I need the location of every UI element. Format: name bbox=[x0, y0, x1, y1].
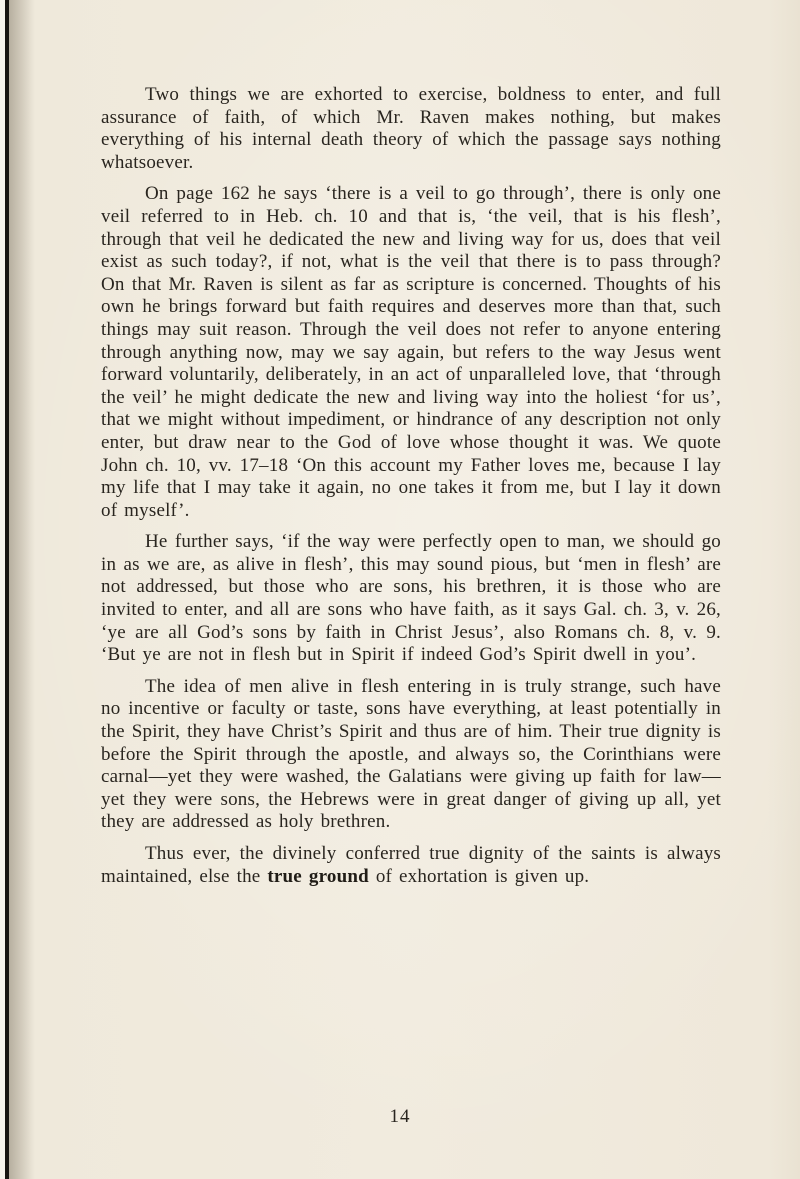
paragraph-5-text-before: Thus ever, the divinely conferred true dignity of the saints is always maintained, else the bbox=[101, 843, 721, 887]
page-number: 14 bbox=[389, 1106, 411, 1127]
binding-shadow bbox=[9, 0, 35, 1179]
paragraph-5-text-after: of exhortation is given up. bbox=[368, 865, 590, 887]
page-text bbox=[101, 84, 721, 897]
paragraph-4: The idea of men alive in flesh entering in is truly strange, such have no incentive or faculty or taste, sons have everything, at least potentially in the Spirit, they have Christ’s Spirit and thus are of him. Their true dignity is before the Spirit through the apostle, and always so, the Corinthians were carnal—yet they were washed, the Galatians were giving up faith for law—yet they were sons, the Hebrews were in great danger of giving up all, yet they are addressed as holy brethren. bbox=[101, 675, 721, 833]
bold-phrase-true-ground: true ground bbox=[267, 865, 369, 887]
paragraph-1: Two things we are exhorted to exercise, boldness to enter, and full assurance of faith, of which Mr. Raven makes nothing, but makes everything of his internal death theory of which the passage says nothing whatsoever. bbox=[101, 84, 721, 173]
paragraph-5 bbox=[101, 843, 721, 888]
paragraph-3: He further says, ‘if the way were perfectly open to man, we should go in as we are, as alive in flesh’, this may sound pious, but ‘men in flesh’ are not addressed, but those who are sons, his brethren, it is those who are invited to enter, and all are sons who have faith, as it says Gal. ch. 3, v. 26, ‘ye are all God’s sons by faith in Christ Jesus’, also Romans ch. 8, v. 9. ‘But ye are not in flesh but in Spirit if indeed God’s Spirit dwell in you’. bbox=[101, 531, 721, 666]
paragraph-2: On page 162 he says ‘there is a veil to go through’, there is only one veil referred to in Heb. ch. 10 and that is, ‘the veil, that is his flesh’, through that veil he dedicated the new and living way for us, does that veil exist as such today?, if not, what is the veil that there is to pass through? On that Mr. Raven is silent as far as scripture is concerned. Thoughts of his own he brings forward but faith requires and deserves more than that, such things may suit reason. Through the veil does not refer to anyone entering through anything now, may we say again, but refers to the way Jesus went forward voluntarily, deliberately, in an act of unparalleled love, that ‘through the veil’ he might dedicate the new and living way into the holiest ‘for us’, that we might without impediment, or hindrance of any description not only enter, but draw near to the God of love whose thought it was. We quote John ch. 10, vv. 17–18 ‘On this account my Father loves me, because I lay my life that I may take it again, no one takes it from me, but I lay it down of myself’. bbox=[101, 183, 721, 521]
